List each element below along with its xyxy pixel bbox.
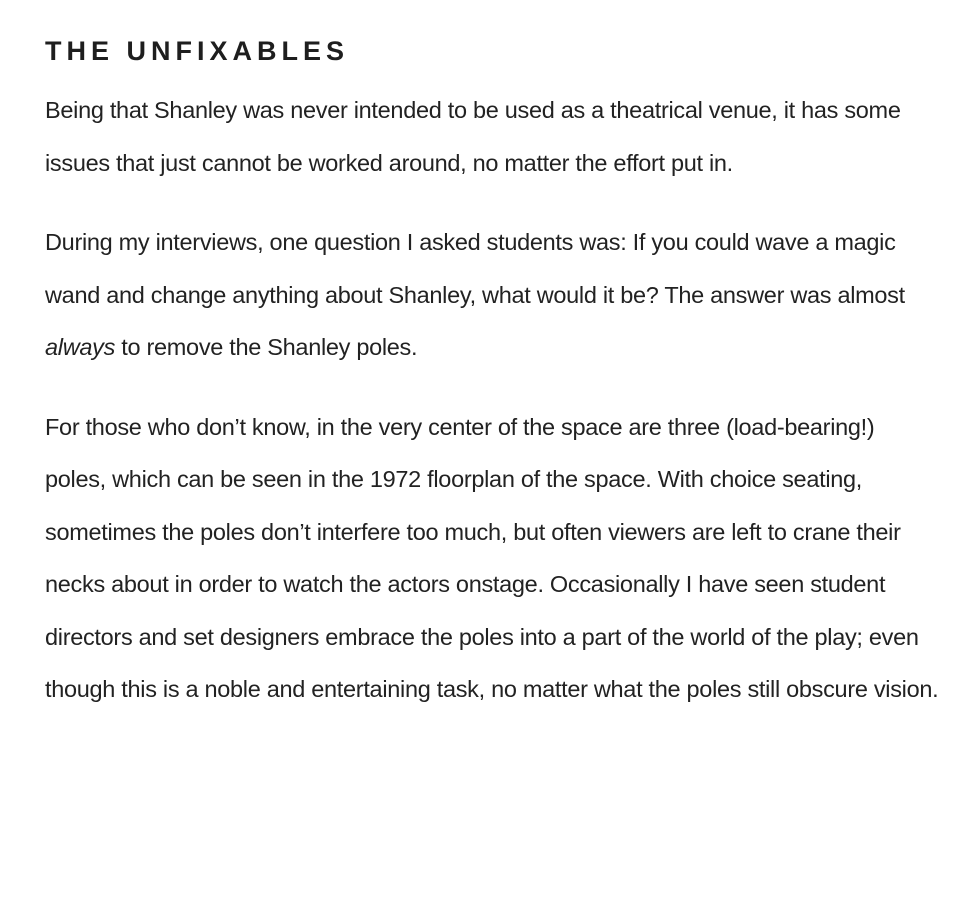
paragraph-interviews [45,216,940,374]
paragraph-interviews-text-before: During my interviews, one question I asked students was: If you could wave a magic wand and change anything about Shanley, what would it be? The answer was almost [45,229,905,308]
emphasis-text: always [45,334,116,360]
paragraph-intro: Being that Shanley was never intended to be used as a theatrical venue, it has some issues that just cannot be worked around, no matter the effort put in. [45,97,901,176]
paragraph-poles: For those who don’t know, in the very center of the space are three (load-bearing!) poles, which can be seen in the 1972 floorplan of the space. With choice seating, sometimes the poles don’t interfere too much, but often viewers are left to crane their necks about in order to watch the actors onstage. Occasionally I have seen student directors and set designers embrace the poles into a part of the world of the play; even though this is a noble and entertaining task, no matter what the poles still obscure vision. [45,413,939,702]
section-heading: THE UNFIXABLES [45,36,350,66]
paragraph-interviews-text-after: to remove the Shanley poles. [115,334,418,360]
